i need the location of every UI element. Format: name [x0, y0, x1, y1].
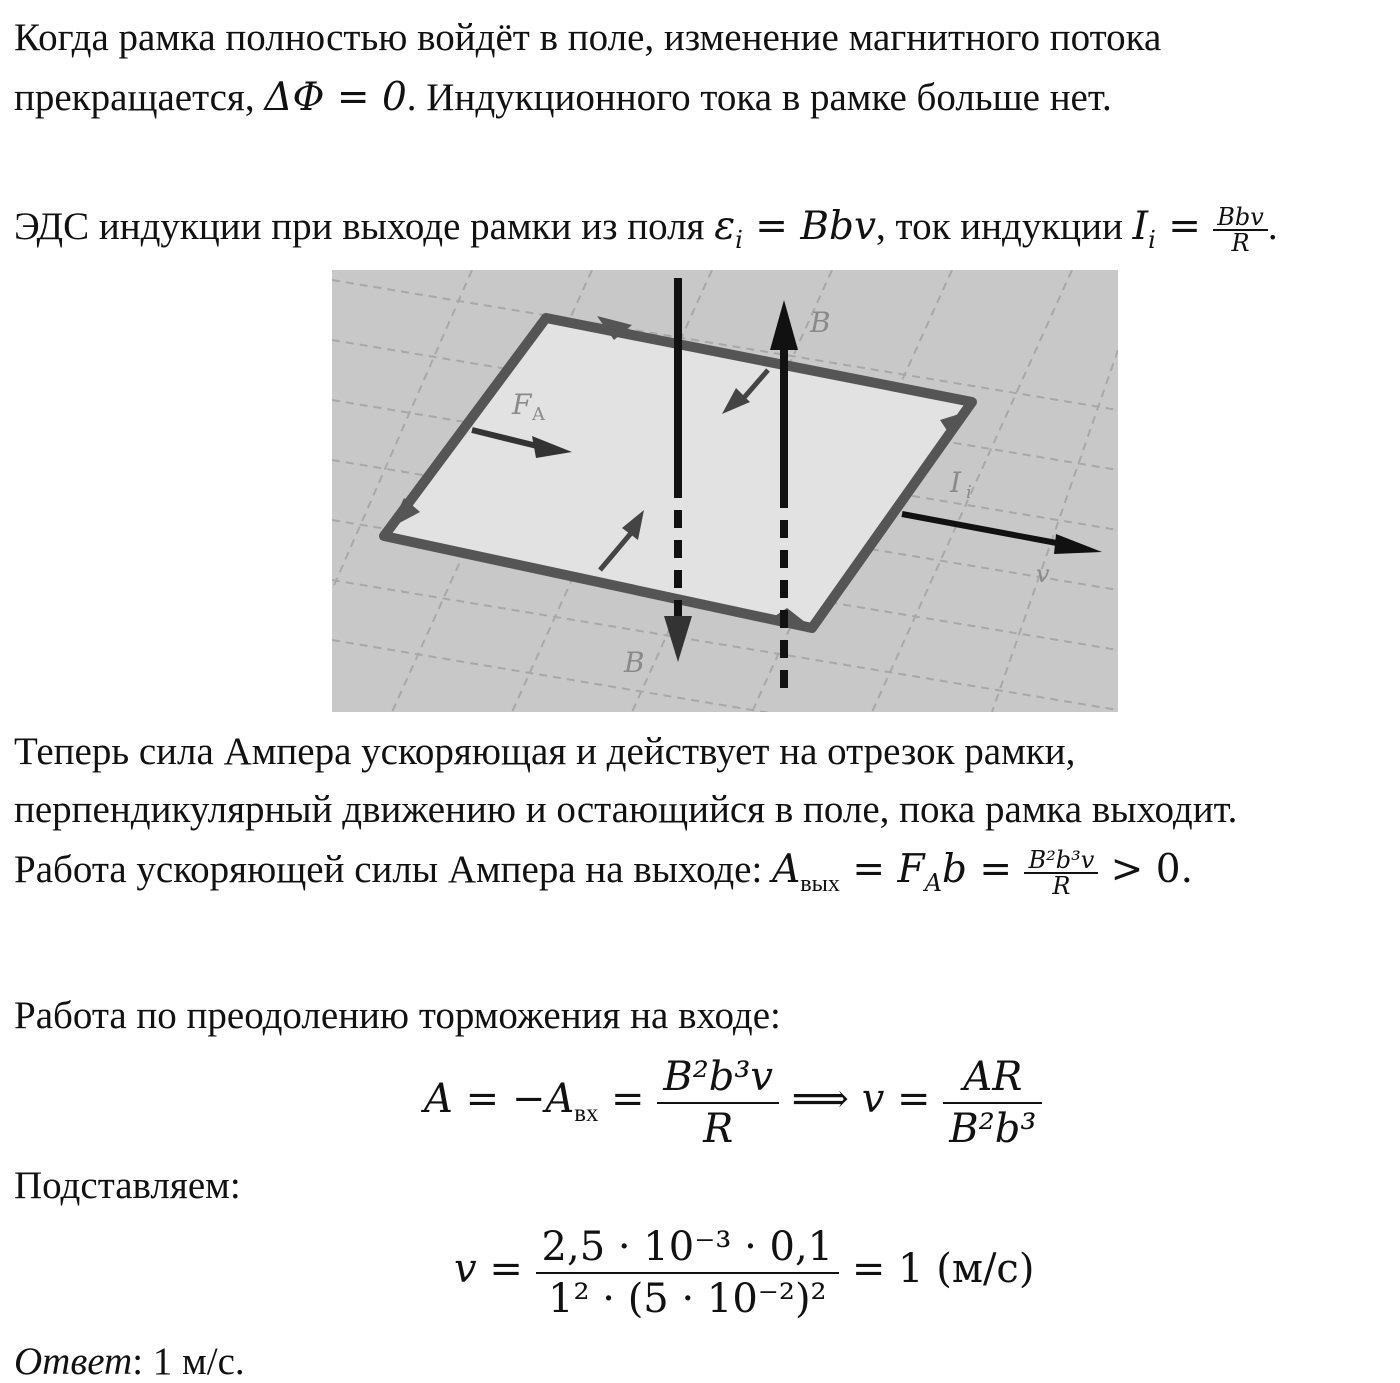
label-force: F — [512, 388, 532, 421]
label-current-sub: i — [966, 482, 972, 503]
label-force-sub: A — [532, 404, 545, 425]
answer-line — [14, 1342, 245, 1381]
f2-fraction-num: 2,5 · 10⁻³ · 0,1 — [536, 1222, 840, 1274]
f1-fraction-1-den: R — [703, 1106, 734, 1152]
f1-fraction-2 — [943, 1052, 1042, 1154]
work-gt-zero: > 0. — [1098, 846, 1193, 892]
emf-rhs: = Bbv — [742, 203, 877, 249]
f1-fraction-2-num: AR — [943, 1052, 1042, 1104]
paragraph-2 — [14, 205, 1278, 255]
f1-lhs: A = −A — [424, 1076, 575, 1123]
current-fraction — [1213, 205, 1268, 255]
f1-fraction-1-num: B²b³v — [657, 1052, 779, 1104]
p2-text-pre: ЭДС индукции при выходе рамки из поля — [14, 204, 715, 248]
work-b: b = — [942, 846, 1025, 892]
paragraph-1-line-1: Когда рамка полностью войдёт в поле, изменение магнитного потока — [14, 16, 1162, 59]
paragraph-3-line-2: перпендикулярный движению и остающийся в поле, пока рамка выходит. — [14, 788, 1238, 831]
paragraph-3-line-1: Теперь сила Ампера ускоряющая и действует на отрезок рамки, — [14, 730, 1076, 773]
f1-fraction-1 — [657, 1052, 779, 1154]
work-subscript: вых — [800, 869, 841, 897]
frame-magnetic-field-diagram — [332, 270, 1118, 712]
label-current: I — [950, 466, 962, 499]
work-fraction — [1024, 848, 1098, 898]
f1-fraction-2-den: B²b³ — [949, 1106, 1037, 1152]
label-b-up: B — [810, 306, 831, 339]
p2-end: . — [1267, 204, 1278, 248]
f1-subscript: вх — [574, 1100, 599, 1128]
current-fraction-den: R — [1231, 229, 1250, 257]
paragraph-4 — [14, 848, 1193, 898]
paragraph-1-line-2 — [14, 75, 1112, 120]
current-subscript: i — [1148, 225, 1156, 254]
paragraph-5: Работа по преодолению торможения на входе: — [14, 994, 781, 1037]
f2-rhs: = 1 (м/с) — [839, 1246, 1035, 1293]
work-fraction-num: B²b³v — [1024, 848, 1098, 874]
emf-subscript: i — [735, 225, 743, 254]
delta-flux-formula: ΔΦ = 0 — [264, 75, 407, 120]
work-symbol: A — [772, 846, 801, 892]
answer-label: Ответ — [14, 1340, 133, 1383]
paragraph-6: Подставляем: — [14, 1164, 241, 1207]
emf-symbol: ε — [714, 203, 736, 249]
f1-eq: = — [598, 1076, 658, 1123]
f2-fraction — [536, 1222, 840, 1324]
work-eq-force: = F — [840, 846, 925, 892]
formula-2 — [454, 1222, 1034, 1324]
p4-text-pre: Работа ускоряющей силы Ампера на выходе: — [14, 847, 773, 891]
current-eq: = — [1155, 203, 1214, 249]
f2-lhs: v = — [454, 1246, 536, 1293]
current-fraction-num: Bbv — [1213, 205, 1268, 231]
p2-text-mid: , ток индукции — [876, 204, 1133, 248]
label-velocity: v — [1036, 560, 1050, 588]
label-b-down: B — [624, 646, 645, 679]
current-symbol: I — [1132, 203, 1149, 249]
f1-implies: ⟹ v = — [778, 1076, 944, 1123]
answer-value: : 1 м/с. — [132, 1340, 245, 1383]
f2-fraction-den: 1² · (5 · 10⁻²)² — [548, 1276, 827, 1322]
formula-1 — [424, 1052, 1042, 1154]
p1-text-post: . Индукционного тока в рамке больше нет. — [406, 76, 1112, 119]
p1-text-pre: прекращается, — [14, 76, 265, 119]
force-subscript: A — [924, 868, 943, 897]
work-fraction-den: R — [1052, 872, 1071, 900]
